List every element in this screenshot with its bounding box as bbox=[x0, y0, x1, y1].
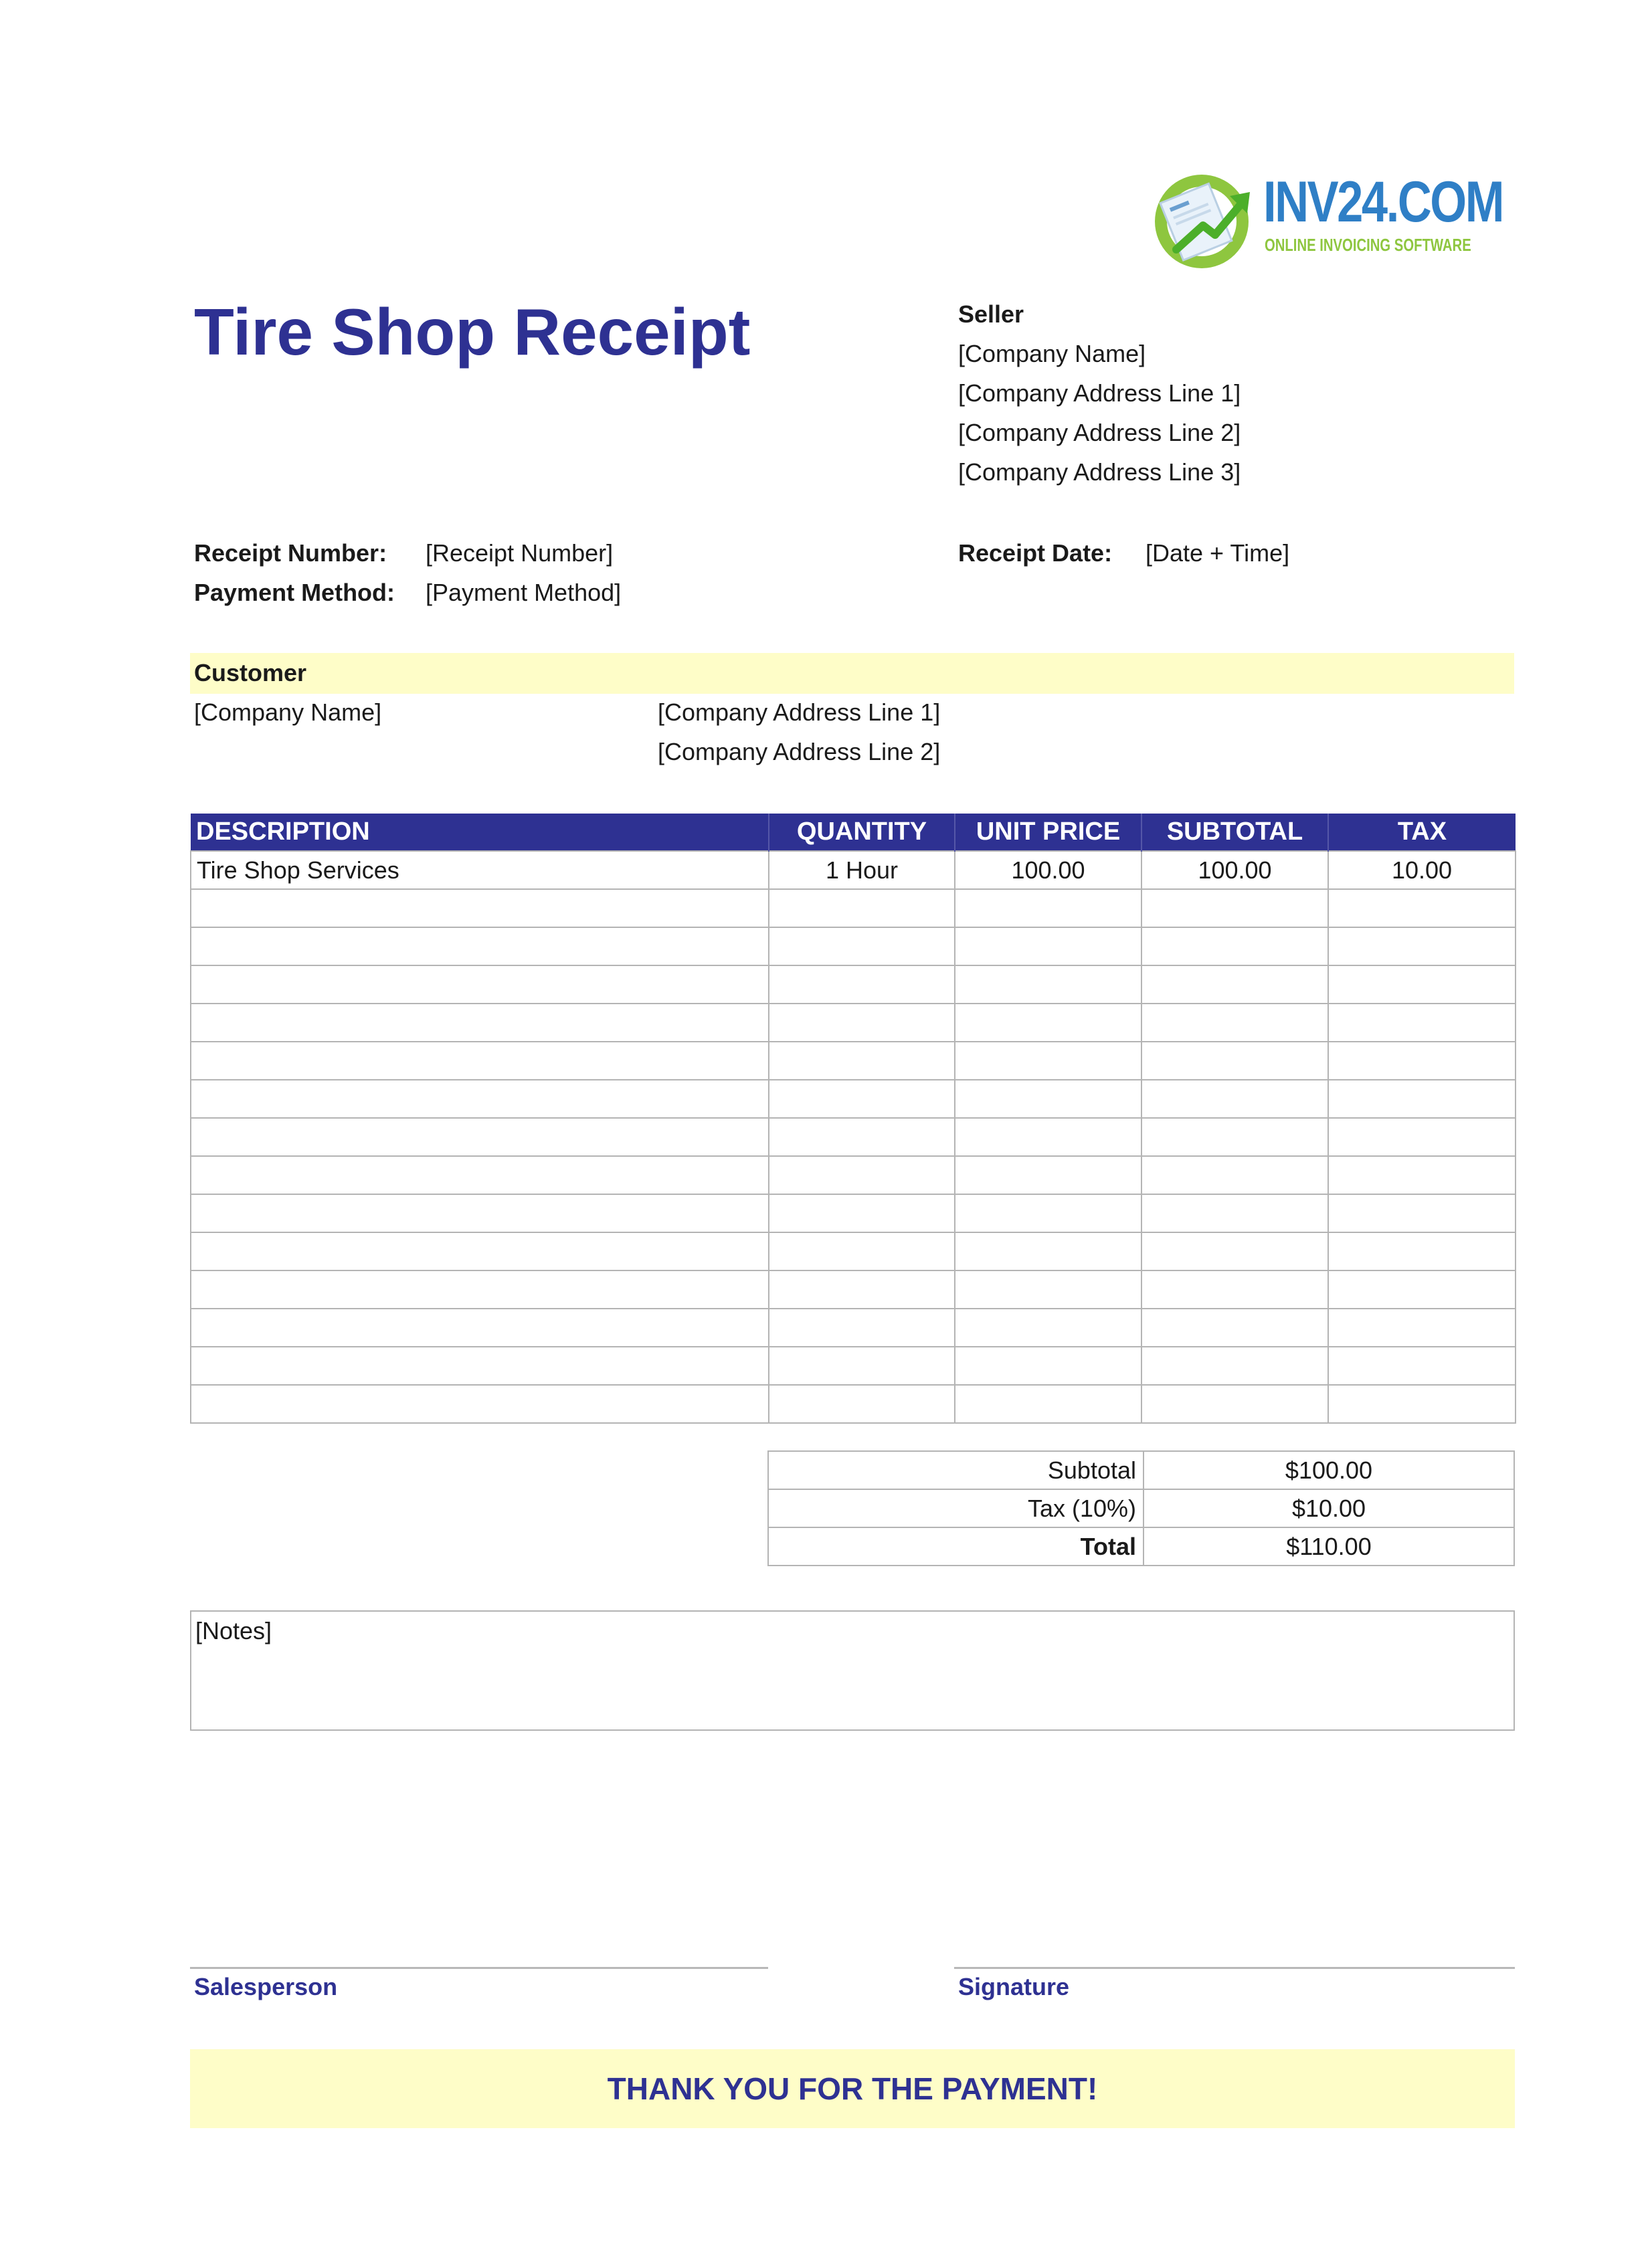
subtotal-label: Subtotal bbox=[768, 1451, 1143, 1489]
cell-description[interactable]: Tire Shop Services bbox=[191, 851, 769, 889]
cell-description[interactable] bbox=[191, 1004, 769, 1042]
cell-subtotal[interactable] bbox=[1141, 1042, 1328, 1080]
cell-quantity[interactable] bbox=[769, 1118, 955, 1156]
cell-description[interactable] bbox=[191, 1194, 769, 1232]
cell-tax[interactable] bbox=[1328, 1347, 1516, 1385]
seller-block bbox=[958, 294, 1241, 492]
customer-address bbox=[658, 692, 940, 771]
cell-unit-price[interactable] bbox=[955, 1270, 1141, 1309]
seller-company-name: [Company Name] bbox=[958, 340, 1146, 367]
tax-value: $10.00 bbox=[1143, 1489, 1514, 1527]
logo-brand-text: INV24.COM bbox=[1263, 170, 1503, 234]
table-row bbox=[191, 1042, 1516, 1080]
table-row bbox=[191, 1156, 1516, 1194]
table-row bbox=[191, 1080, 1516, 1118]
cell-unit-price[interactable] bbox=[955, 1347, 1141, 1385]
totals-subtotal-row bbox=[768, 1451, 1514, 1489]
payment-method-label: Payment Method: bbox=[194, 579, 395, 606]
total-label: Total bbox=[768, 1527, 1143, 1566]
items-header-row bbox=[191, 814, 1516, 851]
customer-address-line-1[interactable]: [Company Address Line 1] bbox=[658, 698, 941, 726]
cell-subtotal[interactable] bbox=[1141, 927, 1328, 965]
cell-tax[interactable] bbox=[1328, 1194, 1516, 1232]
cell-quantity[interactable]: 1 Hour bbox=[769, 851, 955, 889]
cell-subtotal[interactable] bbox=[1141, 1194, 1328, 1232]
totals-table bbox=[767, 1450, 1515, 1566]
logo-tagline: ONLINE INVOICING SOFTWARE bbox=[1265, 235, 1471, 255]
cell-tax[interactable] bbox=[1328, 1042, 1516, 1080]
signature-label: Signature bbox=[958, 1973, 1070, 2000]
cell-unit-price[interactable] bbox=[955, 1004, 1141, 1042]
column-header-tax: TAX bbox=[1328, 814, 1516, 851]
cell-quantity[interactable] bbox=[769, 889, 955, 927]
cell-tax[interactable] bbox=[1328, 1118, 1516, 1156]
cell-subtotal[interactable] bbox=[1141, 1080, 1328, 1118]
cell-description[interactable] bbox=[191, 1042, 769, 1080]
salesperson-line bbox=[190, 1967, 768, 1969]
cell-quantity[interactable] bbox=[769, 1385, 955, 1423]
total-value: $110.00 bbox=[1143, 1527, 1514, 1566]
cell-description[interactable] bbox=[191, 1232, 769, 1270]
column-header-description: DESCRIPTION bbox=[191, 814, 769, 851]
cell-description[interactable] bbox=[191, 1080, 769, 1118]
company-logo bbox=[1150, 164, 1503, 271]
cell-tax[interactable] bbox=[1328, 1270, 1516, 1309]
table-row bbox=[191, 927, 1516, 965]
cell-subtotal[interactable] bbox=[1141, 889, 1328, 927]
salesperson-label: Salesperson bbox=[194, 1973, 338, 2000]
cell-description[interactable] bbox=[191, 1118, 769, 1156]
table-row bbox=[191, 965, 1516, 1004]
notes-text: [Notes] bbox=[195, 1617, 272, 1644]
customer-header-bar bbox=[190, 653, 1514, 694]
thank-you-banner bbox=[190, 2049, 1515, 2128]
cell-subtotal[interactable] bbox=[1141, 1347, 1328, 1385]
cell-subtotal[interactable] bbox=[1141, 1118, 1328, 1156]
signature-line bbox=[954, 1967, 1515, 1969]
cell-subtotal[interactable] bbox=[1141, 1270, 1328, 1309]
cell-description[interactable] bbox=[191, 1347, 769, 1385]
table-row bbox=[191, 1270, 1516, 1309]
logo-mark-icon bbox=[1150, 164, 1257, 271]
cell-quantity[interactable] bbox=[769, 1270, 955, 1309]
cell-quantity[interactable] bbox=[769, 1347, 955, 1385]
table-row bbox=[191, 1232, 1516, 1270]
table-row bbox=[191, 1309, 1516, 1347]
payment-method-value[interactable]: [Payment Method] bbox=[426, 579, 622, 606]
cell-description[interactable] bbox=[191, 1270, 769, 1309]
cell-quantity[interactable] bbox=[769, 965, 955, 1004]
cell-unit-price[interactable] bbox=[955, 1118, 1141, 1156]
cell-description[interactable] bbox=[191, 1385, 769, 1423]
cell-unit-price[interactable] bbox=[955, 1385, 1141, 1423]
cell-unit-price[interactable] bbox=[955, 927, 1141, 965]
cell-subtotal[interactable] bbox=[1141, 965, 1328, 1004]
cell-unit-price[interactable] bbox=[955, 1309, 1141, 1347]
cell-unit-price[interactable] bbox=[955, 1194, 1141, 1232]
cell-subtotal[interactable] bbox=[1141, 1004, 1328, 1042]
cell-quantity[interactable] bbox=[769, 1080, 955, 1118]
seller-heading: Seller bbox=[958, 300, 1024, 328]
receipt-date-label: Receipt Date: bbox=[958, 539, 1113, 567]
subtotal-value: $100.00 bbox=[1143, 1451, 1514, 1489]
cell-description[interactable] bbox=[191, 927, 769, 965]
cell-quantity[interactable] bbox=[769, 1042, 955, 1080]
table-row bbox=[191, 1385, 1516, 1423]
table-row bbox=[191, 889, 1516, 927]
receipt-date-value[interactable]: [Date + Time] bbox=[1146, 539, 1290, 567]
cell-unit-price[interactable]: 100.00 bbox=[955, 851, 1141, 889]
cell-unit-price[interactable] bbox=[955, 1042, 1141, 1080]
cell-tax[interactable] bbox=[1328, 965, 1516, 1004]
cell-tax[interactable] bbox=[1328, 1232, 1516, 1270]
items-table bbox=[190, 814, 1516, 1424]
customer-address-line-2[interactable]: [Company Address Line 2] bbox=[658, 738, 941, 765]
column-header-subtotal: SUBTOTAL bbox=[1141, 814, 1328, 851]
cell-tax[interactable] bbox=[1328, 1156, 1516, 1194]
customer-heading: Customer bbox=[194, 659, 307, 686]
cell-description[interactable] bbox=[191, 965, 769, 1004]
notes-box[interactable] bbox=[190, 1610, 1515, 1731]
seller-address-line-1: [Company Address Line 1] bbox=[958, 379, 1241, 407]
cell-tax[interactable] bbox=[1328, 1385, 1516, 1423]
cell-description[interactable] bbox=[191, 1156, 769, 1194]
cell-unit-price[interactable] bbox=[955, 1080, 1141, 1118]
cell-subtotal[interactable] bbox=[1141, 1385, 1328, 1423]
cell-quantity[interactable] bbox=[769, 1309, 955, 1347]
table-row bbox=[191, 851, 1516, 889]
cell-unit-price[interactable] bbox=[955, 1232, 1141, 1270]
cell-subtotal[interactable] bbox=[1141, 1156, 1328, 1194]
cell-subtotal[interactable] bbox=[1141, 1309, 1328, 1347]
meta-values bbox=[426, 533, 621, 612]
totals-total-row bbox=[768, 1527, 1514, 1566]
receipt-number-value[interactable]: [Receipt Number] bbox=[426, 539, 614, 567]
cell-description[interactable] bbox=[191, 1309, 769, 1347]
cell-subtotal[interactable]: 100.00 bbox=[1141, 851, 1328, 889]
cell-quantity[interactable] bbox=[769, 927, 955, 965]
thank-you-text: THANK YOU FOR THE PAYMENT! bbox=[607, 2071, 1098, 2106]
table-row bbox=[191, 1004, 1516, 1042]
totals-tax-row bbox=[768, 1489, 1514, 1527]
cell-description[interactable] bbox=[191, 889, 769, 927]
table-row bbox=[191, 1347, 1516, 1385]
cell-unit-price[interactable] bbox=[955, 1156, 1141, 1194]
seller-address-line-2: [Company Address Line 2] bbox=[958, 419, 1241, 446]
cell-quantity[interactable] bbox=[769, 1232, 955, 1270]
cell-unit-price[interactable] bbox=[955, 965, 1141, 1004]
customer-company-name[interactable]: [Company Name] bbox=[194, 698, 382, 726]
column-header-unit-price: UNIT PRICE bbox=[955, 814, 1141, 851]
column-header-quantity: QUANTITY bbox=[769, 814, 955, 851]
page-title: Tire Shop Receipt bbox=[194, 295, 751, 369]
table-row bbox=[191, 1118, 1516, 1156]
tax-label: Tax (10%) bbox=[768, 1489, 1143, 1527]
cell-tax[interactable] bbox=[1328, 927, 1516, 965]
cell-tax[interactable]: 10.00 bbox=[1328, 851, 1516, 889]
cell-tax[interactable] bbox=[1328, 889, 1516, 927]
cell-quantity[interactable] bbox=[769, 1194, 955, 1232]
meta-labels bbox=[194, 533, 395, 612]
table-row bbox=[191, 1194, 1516, 1232]
cell-tax[interactable] bbox=[1328, 1309, 1516, 1347]
cell-subtotal[interactable] bbox=[1141, 1232, 1328, 1270]
cell-tax[interactable] bbox=[1328, 1004, 1516, 1042]
cell-quantity[interactable] bbox=[769, 1004, 955, 1042]
cell-tax[interactable] bbox=[1328, 1080, 1516, 1118]
receipt-number-label: Receipt Number: bbox=[194, 539, 387, 567]
cell-unit-price[interactable] bbox=[955, 889, 1141, 927]
seller-address-line-3: [Company Address Line 3] bbox=[958, 458, 1241, 486]
cell-quantity[interactable] bbox=[769, 1156, 955, 1194]
